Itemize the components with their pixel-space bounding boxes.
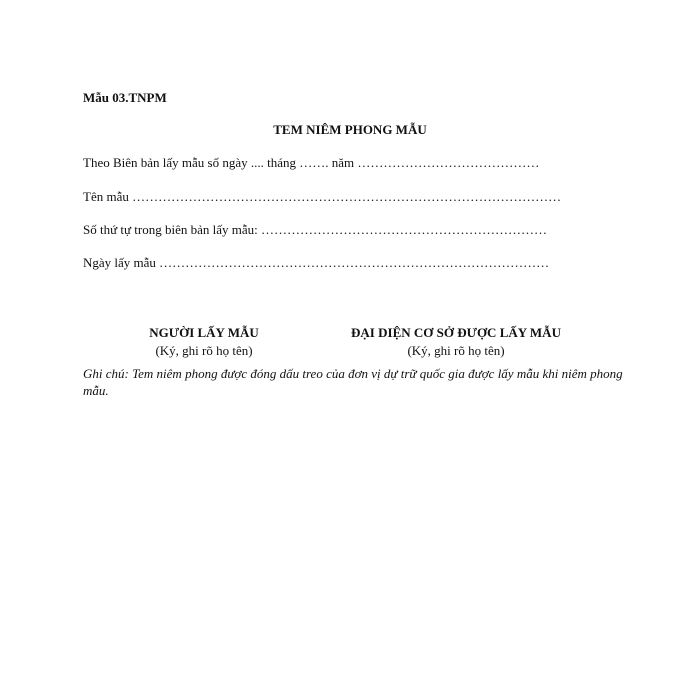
form-code: Mẫu 03.TNPM [83,90,167,105]
document-title: TEM NIÊM PHONG MẪU [273,122,427,137]
sample-name-line: Tên mẫu ……………………………………………………………………………………… [83,189,562,204]
sampler-signature-block [104,325,304,359]
sample-order-line: Số thứ tự trong biên bản lấy mẫu: ………………………………………………………… [83,222,548,237]
facility-representative-signature-hint: (Ký, ghi rõ họ tên) [407,343,505,358]
sampler-signature-title: NGƯỜI LẤY MẪU [149,325,259,340]
facility-representative-signature-title: ĐẠI DIỆN CƠ SỞ ĐƯỢC LẤY MẪU [351,325,561,340]
facility-representative-signature-block [320,325,592,359]
sampling-date-line: Ngày lấy mẫu ……………………………………………………………………………… [83,255,550,270]
note-text: Ghi chú: Tem niêm phong được đóng dấu treo của đơn vị dự trữ quốc gia được lấy mẫu khi niêm phong mẫu. [83,366,623,398]
minutes-reference-line: Theo Biên bản lấy mẫu số ngày .... tháng ……. năm …………………………………… [83,155,540,170]
sampler-signature-hint: (Ký, ghi rõ họ tên) [155,343,253,358]
